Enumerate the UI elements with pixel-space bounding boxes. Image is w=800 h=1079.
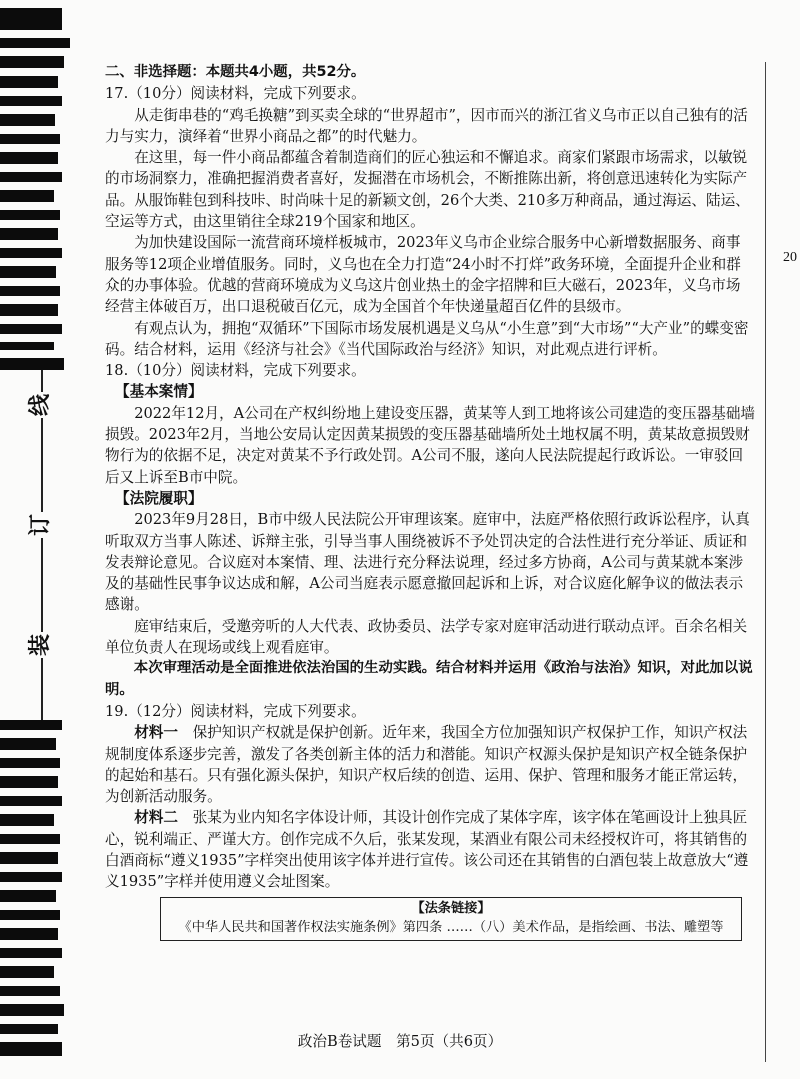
material-1-text: 保护知识产权就是保护创新。近年来，我国全方位加强知识产权保护工作，知识产权法规制度体系逐步完善，激发了各类创新主体的活力和潜能。知识产权源头保护是知识产权全链条保护的起始和基石。只有强化源头保护，知识产权后续的创造、运用、保护、管理和服务才能正常运转，为创新活动服务。: [105, 724, 748, 806]
binding-bar: [0, 248, 62, 258]
q17-paragraph: 为加快建设国际一流营商环境样板城市，2023年义乌市企业综合服务中心新增数据服务、商事服务等12项企业增值服务。同时，义乌也在全力打造“24小时不打烊”政务环境，全面提升企业和群众的办事体验。优越的营商环境成为义乌这片创业热土的金字招牌和巨大磁石，2023年，义乌市场经营主体破百万，出口退税破百亿元，成为全国首个年快递量超百亿件的县级市。: [105, 234, 741, 316]
binding-bar: [0, 890, 56, 902]
binding-bar: [0, 758, 60, 768]
q17-question: 有观点认为，拥抱“双循环”下国际市场发展机遇是义乌从“小生意”到“大市场”“大产业”的蝶变密码。结合材料，运用《经济与社会》《当代国际政治与经济》知识，对此观点进行评析。: [105, 319, 749, 358]
binding-bar: [0, 134, 60, 144]
binding-bar: [0, 152, 58, 164]
binding-bar: [0, 342, 54, 350]
question-content: [105, 62, 755, 941]
material-2-text: 张某为业内知名字体设计师，其设计创作完成了某体字库，该字体在笔画设计上独具匠心，锐利端正、严谨大方。创作完成不久后，张某发现，某酒业有限公司未经授权许可，将其销售的白酒商标“遵义1935”字样突出使用该字体并进行宣传。该公司还在其销售的白酒包装上故意放大“遵义1935”字样并使用遵义会址图案。: [105, 809, 749, 891]
binding-line: [41, 370, 43, 720]
binding-bar: [0, 114, 55, 126]
binding-bar: [0, 928, 58, 940]
material-2-label: 材料二: [134, 809, 178, 827]
question-17-head: 17.（10分）阅读材料，完成下列要求。: [105, 85, 366, 103]
law-link-title: 【法条链接】: [411, 900, 491, 916]
q17-paragraph: 在这里，每一件小商品都蕴含着制造商们的匠心独运和不懈追求。商家们紧跟市场需求，以敏锐的市场洞察力，准确把握消费者喜好，发掘潜在市场机会，不断推陈出新，将创意迅速转化为实际产品。从服饰鞋包到科技咔、时尚味十足的新颖文创，26个大类、210多万种商品，通过海运、陆运、空运等方式，由这里销往全球219个国家和地区。: [105, 149, 750, 231]
q17-paragraph: 从走街串巷的“鸡毛换糖”到买卖全球的“世界超市”，因市而兴的浙江省义乌市正以自己独有的活力与实力，演绎着“世界小商品之都”的时代魅力。: [105, 106, 748, 145]
tag-basic-case: 【基本案情】: [115, 383, 203, 401]
binding-bar: [0, 776, 58, 788]
binding-bar: [0, 738, 56, 750]
binding-bar: [0, 720, 62, 730]
binding-bar: [0, 190, 54, 202]
binding-bar: [0, 814, 54, 826]
binding-bar: [0, 76, 58, 88]
binding-bar: [0, 304, 58, 316]
binding-bar: [0, 948, 62, 958]
binding-bar: [0, 1004, 64, 1016]
binding-bar: [0, 172, 62, 182]
q18-case-paragraph: 2022年12月，A公司在产权纠纷地上建设变压器，黄某等人到工地将该公司建造的变压器基础墙损毁。2023年2月，当地公安局认定因黄某损毁的变压器基础墙所处土地权属不明，黄某故意损毁财物行为的依据不足，决定对黄某不予行政处罚。A公司不服，遂向人民法院提起行政诉讼。一审驳回后又上诉至B市中院。: [105, 404, 756, 486]
question-18-head: 18.（10分）阅读材料，完成下列要求。: [105, 362, 366, 380]
page-footer: 政治B卷试题 第5页（共6页）: [297, 1033, 503, 1050]
question-19-head: 19.（12分）阅读材料，完成下列要求。: [105, 702, 366, 720]
binding-bar: [0, 286, 60, 296]
q18-court-paragraph: 庭审结束后，受邀旁听的人大代表、政协委员、法学专家对庭审活动进行联动点评。百余名相关单位负责人在现场或线上观看庭审。: [105, 617, 748, 657]
law-link-box: [160, 897, 742, 941]
binding-bar: [0, 910, 60, 920]
binding-bar: [0, 8, 62, 30]
binding-bar: [0, 872, 62, 882]
q19-material-2: [105, 807, 755, 892]
right-margin-rule: [765, 62, 766, 1062]
binding-bar: [0, 210, 60, 220]
binding-bar: [0, 228, 58, 240]
material-1-label: 材料一: [134, 724, 178, 742]
tag-court-duty: 【法院履职】: [115, 489, 203, 507]
binding-char-zhuang: 装: [28, 634, 53, 657]
q19-material-1: [105, 722, 755, 807]
binding-bar: [0, 358, 64, 370]
binding-char-ding: 订: [28, 514, 53, 537]
binding-bar: [0, 324, 62, 334]
section-title: 二、非选择题：本题共4小题，共52分。: [105, 64, 366, 80]
side-number: 20: [783, 250, 797, 265]
binding-bar: [0, 852, 58, 864]
binding-bar: [0, 96, 62, 106]
binding-char-xian: 线: [28, 394, 53, 417]
binding-strip: [0, 0, 78, 1079]
binding-bar: [0, 796, 62, 806]
binding-bar: [0, 834, 60, 844]
q18-court-paragraph: 2023年9月28日，B市中级人民法院公开审理该案。庭审中，法庭严格依照行政诉讼程序，认真听取双方当事人陈述、诉辩主张，引导当事人围绕被诉不予处罚决定的合法性进行充分举证、质证和发表辩论意见。合议庭对本案情、理、法进行充分释法说理，经过多方协商，A公司与黄某就本案涉及的基础性民事争议达成和解，A公司当庭表示愿意撤回起诉和上诉，对合议庭化解争议的做法表示感谢。: [105, 511, 750, 614]
binding-bar: [0, 966, 54, 978]
law-link-text: 《中华人民共和国著作权法实施条例》第四条 ……（八）美术作品，是指绘画、书法、雕塑等: [178, 919, 724, 935]
binding-bar: [0, 56, 64, 68]
q18-question: 本次审理活动是全面推进依法治国的生动实践。结合材料并运用《政治与法治》知识，对此加以说明。: [105, 660, 753, 698]
binding-bar: [0, 266, 56, 278]
binding-bar: [0, 986, 60, 996]
binding-bar: [0, 38, 70, 48]
